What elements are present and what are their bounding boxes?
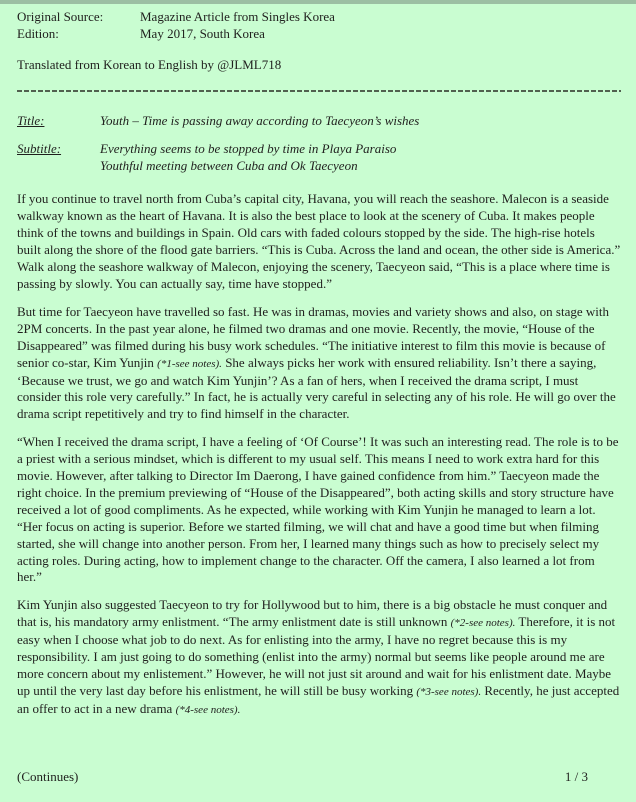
- title-label: Title:: [17, 112, 45, 128]
- title-row: [17, 113, 621, 130]
- paragraph-text: She always picks her work with ensured reliability. Isn’t there a saying, ‘Because we trust, we go and watch Kim Yunjin’? As a fan of hers, when I received the drama script, I must consider this role very carefully.” In fact, he is actually very careful in selecting any of his role. He will go over the drama script repetitively and try to find himself in the character.: [17, 354, 616, 422]
- divider-line: [17, 90, 621, 92]
- article-paragraph: [17, 191, 621, 292]
- paragraph-text: “When I received the drama script, I have a feeling of ‘Of Course’! It was such an interesting read. The role is to be a priest with a serious mindset, which is different to my usual self. This means I need to work extra hard for this movie. However, after talking to Director Im Daerong, I have gained confidence from him.” Taecyeon made the right choice. In the premium previewing of “House of the Disappeared”, both acting skills and story structure have received a lot of good compliments. As he expected, while working with Kim Yunjin he managed to learn a lot. “Her focus on acting is superior. Before we started filming, we will chat and have a good time but when filming started, she will change into another person. From her, I learned many things such as how to precisely select my acting roles. During acting, how to implement change to the character. Off the camera, I also learned a lot from her.”: [17, 434, 619, 585]
- subtitle-label: Subtitle:: [17, 140, 62, 156]
- edition-label: Edition:: [17, 25, 59, 41]
- subtitle-row: [17, 141, 621, 175]
- page-footer: [17, 769, 621, 786]
- paragraph-text: But time for Taecyeon have travelled so fast. He was in dramas, movies and variety shows and also, on stage with 2PM concerts. In the past year alone, he filmed two dramas and one movie. Recently, the movie, “House of the Disappeared” was filmed during his busy work schedules. “The initiative interest to film this movie is because of senior co-star, Kim Yunjin: [17, 303, 610, 370]
- subtitle-line-1: Everything seems to be stopped by time in Playa Paraiso: [100, 140, 397, 156]
- meta-row-edition: [17, 26, 621, 43]
- article-paragraph: [17, 597, 621, 718]
- footnote-reference: (*2-see notes).: [450, 617, 516, 630]
- translator-credit: Translated from Korean to English by @JLML718: [17, 56, 282, 72]
- continues-label: (Continues): [17, 769, 79, 784]
- footnote-reference: (*1-see notes).: [157, 357, 222, 370]
- page-indicator: 1 / 3: [564, 769, 588, 784]
- meta-row-original-source: [17, 9, 621, 26]
- paragraph-text: Kim Yunjin also suggested Taecyeon to try for Hollywood but to him, there is a big obstacle he must conquer and that is, his mandatory army enlistment. “The army enlistment date is still unknown: [17, 597, 608, 630]
- original-source-value: Magazine Article from Singles Korea: [140, 9, 335, 24]
- source-meta-block: [17, 9, 621, 43]
- paragraph-text: If you continue to travel north from Cuba’s capital city, Havana, you will reach the seashore. Malecon is a seaside walkway known as the heart of Havana. It is also the best place to look at the scenery of Cuba. It makes people think of the towns and buildings in Spain. Old cars with faded colours stopped by the side. The high-rise hotels built along the shore of the flood gate barriers. “This is Cuba. Across the land and ocean, the other side is America.” Walk along the seashore walkway of Malecon, enjoying the scenery, Taecyeon said, “This is a place where time is passing by slowly. You can actually say, time have stopped.”: [17, 191, 621, 291]
- article-paragraph: [17, 304, 621, 423]
- article-paragraph: [17, 434, 621, 586]
- footnote-reference: (*4-see notes).: [175, 703, 241, 716]
- footnote-reference: (*3-see notes).: [416, 685, 482, 698]
- article-body: [17, 191, 621, 718]
- subtitle-line-2: Youthful meeting between Cuba and Ok Taecyeon: [100, 157, 358, 173]
- paragraph-text: Therefore, it is not easy when I choose what job to do next. As for enlisting into the army, I have no regret because this is my responsibility. I am just going to do something (enlist into the army) normal but seems like people around me are more concern about my enlistement.” However, he will not just sit around and wait for his enlistment date. Maybe up until the very last day before his enlistment, he will still be busy working: [17, 614, 616, 698]
- article-subtitle: [100, 141, 396, 175]
- page-top-edge: [0, 0, 636, 4]
- original-source-label: Original Source:: [17, 9, 104, 24]
- article-title: Youth – Time is passing away according to Taecyeon’s wishes: [100, 112, 420, 128]
- edition-value: May 2017, South Korea: [140, 25, 265, 41]
- paragraph-text: Recently, he just accepted an offer to act in a new drama: [17, 682, 620, 716]
